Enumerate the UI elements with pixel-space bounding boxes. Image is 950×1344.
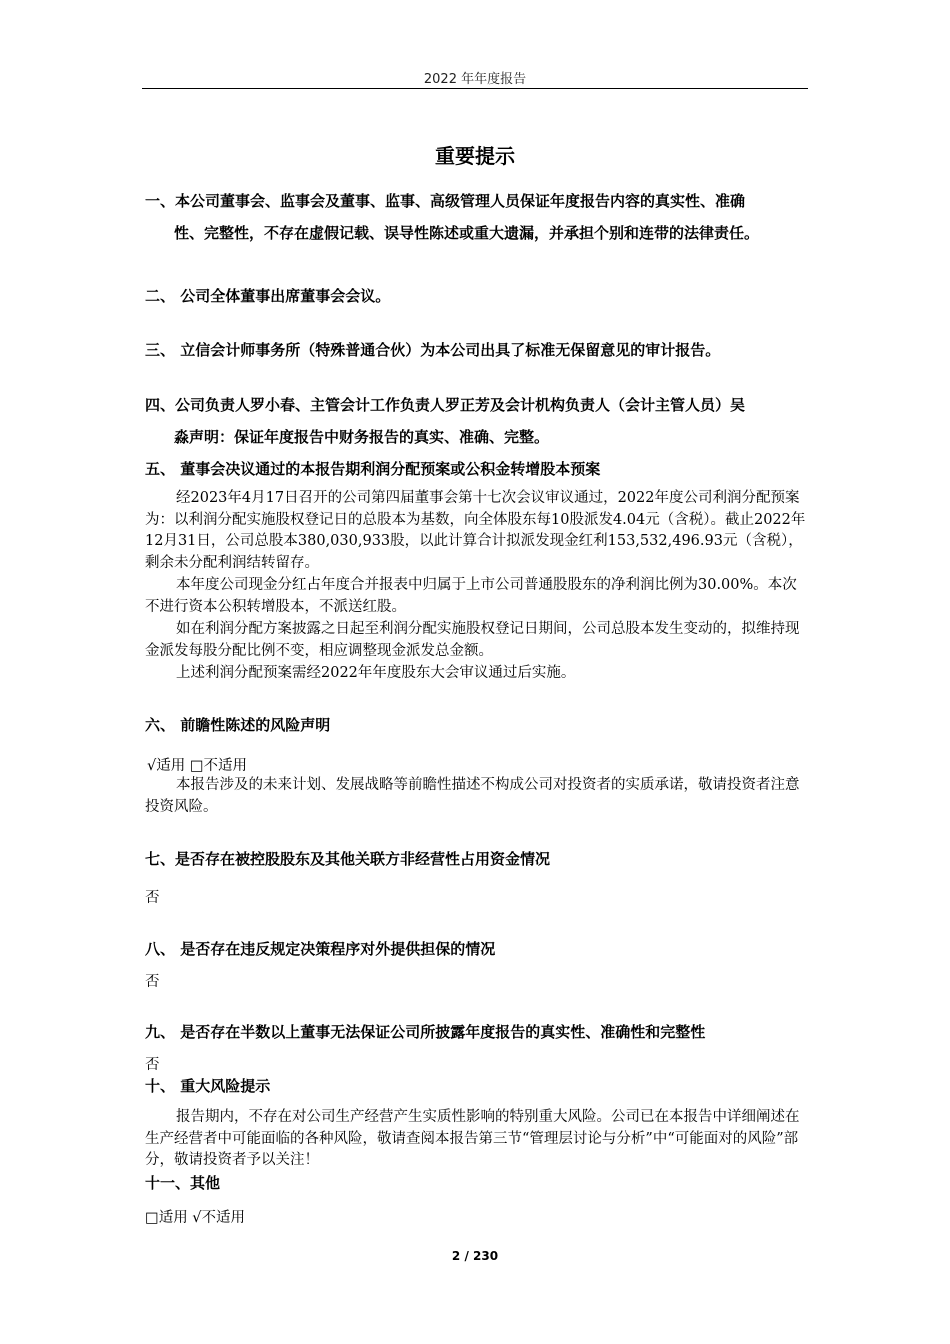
item-10-paragraph: 报告期内，不存在对公司生产经营产生实质性影响的特别重大风险。公司已在本报告中详细阐述在生产经营者中可能面临的各种风险，敬请查阅本报告第三节“管理层讨论与分析”中“可能面对的风险”部分，敬请投资者予以关注！ (145, 1109, 800, 1168)
item-7-answer: 否 (145, 890, 160, 906)
header-divider (142, 88, 808, 89)
item-5-paragraph-2: 本年度公司现金分红占年度合并报表中归属于上市公司普通股股东的净利润比例为30.00%。本次不进行资本公积转增股本，不派送红股。 (145, 577, 797, 615)
item-1-line-1: 一、本公司董事会、监事会及董事、监事、高级管理人员保证年度报告内容的真实性、准确 (145, 192, 746, 210)
item-6-paragraph: 本报告涉及的未来计划、发展战略等前瞻性描述不构成公司对投资者的实质承诺，敬请投资者注意投资风险。 (145, 777, 800, 815)
item-11-applicability: □适用 √不适用 (145, 1210, 246, 1226)
page-number: 2 / 230 (451, 1249, 499, 1263)
item-4-line-1: 四、公司负责人罗小春、主管会计工作负责人罗正芳及会计机构负责人（会计主管人员）吴 (145, 396, 746, 414)
page-header: 2022 年年度报告 (423, 72, 527, 87)
item-5-paragraph-1: 经2023年4月17日召开的公司第四届董事会第十七次会议审议通过，2022年度公司利润分配预案为：以利润分配实施股权登记日的总股本为基数，向全体股东每10股派发4.04元（含税）。截止2022年12月31日，公司总股本380,030,933股，以此计算合计拟派发现金红利153,532,496.93元（含税），剩余未分配利润结转留存。 (145, 490, 806, 571)
item-4-line-2: 淼声明：保证年度报告中财务报告的真实、准确、完整。 (174, 428, 550, 446)
item-5-paragraph-3: 如在利润分配方案披露之日起至利润分配实施股权登记日期间，公司总股本发生变动的，拟维持现金派发每股分配比例不变，相应调整现金派发总金额。 (145, 621, 800, 659)
item-6-applicability: √适用 □不适用 (147, 758, 248, 774)
item-9-answer: 否 (145, 1057, 160, 1073)
item-6-heading: 六、 前瞻性陈述的风险声明 (145, 716, 331, 734)
page-title: 重要提示 (435, 144, 515, 168)
item-5-paragraph-4: 上述利润分配预案需经2022年年度股东大会审议通过后实施。 (176, 665, 576, 681)
item-8-heading: 八、 是否存在违反规定决策程序对外提供担保的情况 (145, 940, 496, 958)
item-9-heading: 九、 是否存在半数以上董事无法保证公司所披露年度报告的真实性、准确性和完整性 (145, 1023, 706, 1041)
item-11-heading: 十一、其他 (145, 1174, 221, 1192)
item-7-heading: 七、是否存在被控股股东及其他关联方非经营性占用资金情况 (145, 850, 551, 868)
item-1-line-2: 性、完整性，不存在虚假记载、误导性陈述或重大遗漏，并承担个别和连带的法律责任。 (174, 224, 760, 242)
item-3: 三、 立信会计师事务所（特殊普通合伙）为本公司出具了标准无保留意见的审计报告。 (145, 341, 721, 359)
item-8-answer: 否 (145, 974, 160, 990)
item-2: 二、 公司全体董事出席董事会会议。 (145, 287, 391, 305)
item-10-heading: 十、 重大风险提示 (145, 1077, 271, 1095)
item-5-heading: 五、 董事会决议通过的本报告期利润分配预案或公积金转增股本预案 (145, 460, 601, 478)
